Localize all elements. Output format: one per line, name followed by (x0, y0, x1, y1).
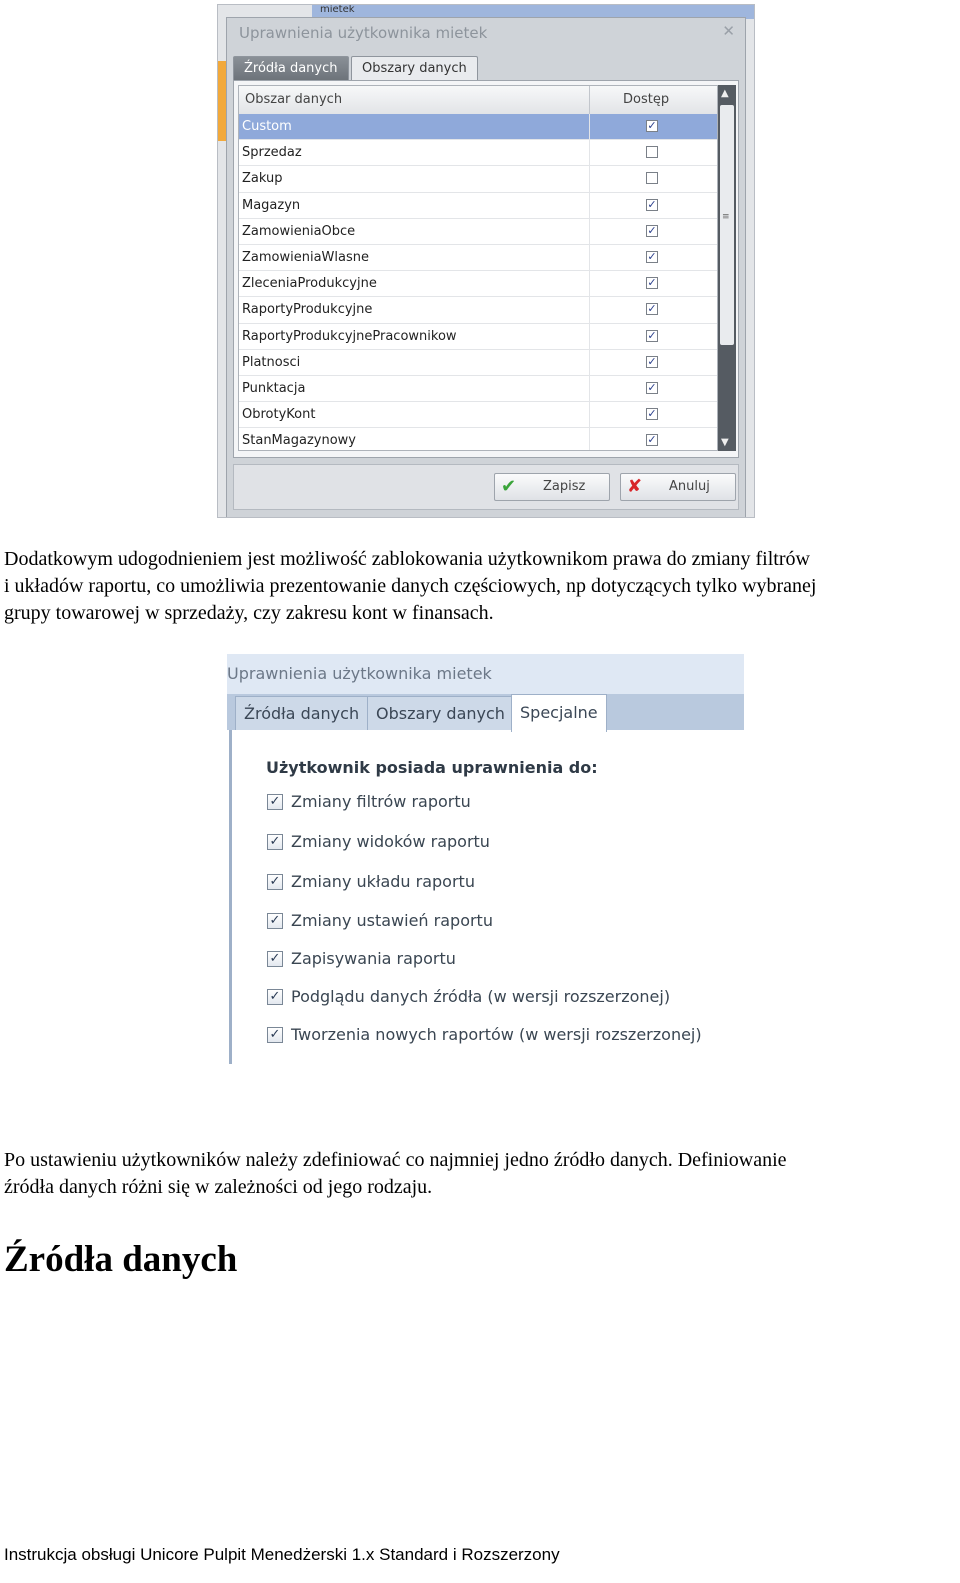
vertical-scrollbar[interactable] (718, 85, 736, 451)
paragraph-line: Dodatkowym udogodnieniem jest możliwość zablokowania użytkownikom prawa do zmiany filtrów (4, 548, 810, 570)
tab-data-sources[interactable]: Źródła danych (233, 56, 349, 80)
table-row[interactable] (239, 271, 717, 297)
access-checkbox[interactable]: ✓ (647, 328, 657, 342)
tab-data-sources[interactable]: Źródła danych (235, 696, 368, 730)
save-button[interactable] (494, 473, 610, 501)
paragraph-line: źródła danych różni się w zależności od jego rodzaju. (4, 1176, 433, 1198)
cancel-button-label: Anuluj (669, 479, 710, 494)
permission-label: Zmiany układu raportu (291, 872, 475, 891)
table-row[interactable] (239, 140, 717, 166)
column-divider (589, 350, 590, 375)
row-area-name: RaportyProdukcyjnePracownikow (242, 328, 457, 344)
row-area-name: Platnosci (242, 354, 301, 370)
special-permissions-screenshot (227, 654, 744, 1064)
access-checkbox[interactable]: ✓ (647, 249, 657, 263)
row-area-name: Magazyn (242, 197, 301, 213)
access-checkbox[interactable]: ✓ (647, 407, 657, 421)
column-divider (589, 297, 590, 322)
row-area-name: Custom (242, 119, 292, 134)
table-row[interactable] (239, 114, 717, 140)
column-divider (589, 428, 590, 451)
column-divider (589, 245, 590, 270)
column-header-area[interactable]: Obszar danych (245, 92, 343, 107)
row-area-name: StanMagazynowy (242, 433, 356, 449)
column-divider (589, 219, 590, 244)
column-divider (589, 193, 590, 218)
table-row[interactable] (239, 428, 717, 451)
panel-border (229, 730, 232, 1064)
background-window-title: mietek (320, 4, 355, 15)
page-footer: Instrukcja obsługi Unicore Pulpit Menedżerski 1.x Standard i Rozszerzony (4, 1545, 560, 1564)
access-checkbox[interactable]: ✓ (647, 433, 657, 447)
row-area-name: ObrotyKont (242, 407, 316, 423)
permissions-heading: Użytkownik posiada uprawnienia do: (266, 758, 598, 777)
cancel-button[interactable] (620, 473, 736, 501)
data-areas-grid (238, 85, 718, 451)
tab-panel (233, 80, 739, 458)
permission-checkbox[interactable]: ✓ (267, 989, 283, 1005)
save-button-label: Zapisz (543, 479, 586, 494)
table-row[interactable] (239, 376, 717, 402)
table-row[interactable] (239, 350, 717, 376)
permission-checkbox[interactable]: ✓ (267, 913, 283, 929)
row-area-name: Sprzedaz (242, 145, 302, 161)
permission-label: Tworzenia nowych raportów (w wersji rozszerzonej) (291, 1025, 702, 1044)
section-heading: Źródła danych (4, 1239, 238, 1280)
permission-checkbox[interactable]: ✓ (267, 1027, 283, 1043)
scroll-up-icon[interactable]: ▲ (721, 88, 729, 99)
permission-label: Zmiany filtrów raportu (291, 792, 471, 811)
permissions-dialog (226, 17, 746, 518)
dialog-title: Uprawnienia użytkownika mietek (239, 24, 488, 42)
grid-header (239, 86, 717, 115)
permission-label: Zmiany widoków raportu (291, 832, 490, 851)
dialog-title: Uprawnienia użytkownika mietek (227, 664, 492, 683)
paragraph-data-sources (4, 1147, 954, 1201)
data-areas-screenshot (217, 4, 755, 518)
column-header-access[interactable]: Dostęp (623, 92, 670, 107)
access-checkbox[interactable]: ✓ (647, 302, 657, 316)
paragraph-line: i układów raportu, co umożliwia prezentowanie danych częściowych, np dotyczących tylko wybranej (4, 575, 817, 597)
table-row[interactable] (239, 297, 717, 323)
tab-data-areas[interactable]: Obszary danych (351, 56, 478, 80)
tab-special[interactable]: Specjalne (511, 694, 607, 732)
column-divider (589, 324, 590, 349)
checkmark-icon: ✔ (501, 476, 517, 497)
grid-rows (239, 114, 717, 451)
access-checkbox[interactable]: ✓ (647, 354, 657, 368)
paragraph-line: Po ustawieniu użytkowników należy zdefiniować co najmniej jedno źródło danych. Definiowanie (4, 1149, 787, 1171)
table-row[interactable] (239, 324, 717, 350)
table-row[interactable] (239, 193, 717, 219)
access-checkbox[interactable]: ✓ (647, 197, 657, 211)
table-row[interactable] (239, 166, 717, 192)
close-icon[interactable]: ✕ (722, 22, 735, 40)
access-checkbox[interactable] (646, 172, 658, 184)
dialog-footer (233, 464, 739, 510)
table-row[interactable] (239, 219, 717, 245)
dialog-titlebar (227, 654, 744, 694)
row-area-name: ZleceniaProdukcyjne (242, 276, 377, 292)
permission-checkbox[interactable]: ✓ (267, 874, 283, 890)
row-area-name: Zakup (242, 171, 283, 187)
paragraph-line: grupy towarowej w sprzedaży, czy zakresu kont w finansach. (4, 602, 494, 624)
column-divider (589, 140, 590, 165)
permission-label: Podglądu danych źródła (w wersji rozszerzonej) (291, 987, 671, 1006)
tab-strip (227, 694, 744, 730)
column-divider (589, 271, 590, 296)
row-area-name: ZamowieniaObce (242, 223, 356, 239)
access-checkbox[interactable]: ✓ (647, 380, 657, 394)
permission-checkbox[interactable]: ✓ (267, 834, 283, 850)
tab-data-areas[interactable]: Obszary danych (367, 696, 514, 730)
column-divider (589, 114, 590, 139)
row-area-name: Punktacja (242, 380, 306, 396)
permission-checkbox[interactable]: ✓ (267, 951, 283, 967)
column-divider[interactable] (589, 86, 590, 114)
table-row[interactable] (239, 245, 717, 271)
grip-icon: ≡ (722, 212, 730, 222)
column-divider (589, 402, 590, 427)
row-area-name: RaportyProdukcyjne (242, 302, 373, 318)
table-row[interactable] (239, 402, 717, 428)
permission-label: Zapisywania raportu (291, 949, 456, 968)
column-divider (589, 376, 590, 401)
access-checkbox[interactable]: ✓ (647, 276, 657, 290)
column-divider (589, 166, 590, 191)
access-checkbox[interactable] (646, 146, 658, 158)
scrollbar-thumb[interactable] (720, 105, 734, 345)
access-checkbox[interactable]: ✓ (647, 119, 657, 132)
cross-icon: ✘ (627, 476, 643, 497)
paragraph-filters (4, 546, 954, 627)
row-area-name: ZamowieniaWlasne (242, 249, 369, 265)
access-checkbox[interactable]: ✓ (647, 223, 657, 237)
permission-label: Zmiany ustawień raportu (291, 911, 493, 930)
permission-checkbox[interactable]: ✓ (267, 794, 283, 810)
scroll-down-icon[interactable]: ▼ (721, 437, 729, 448)
